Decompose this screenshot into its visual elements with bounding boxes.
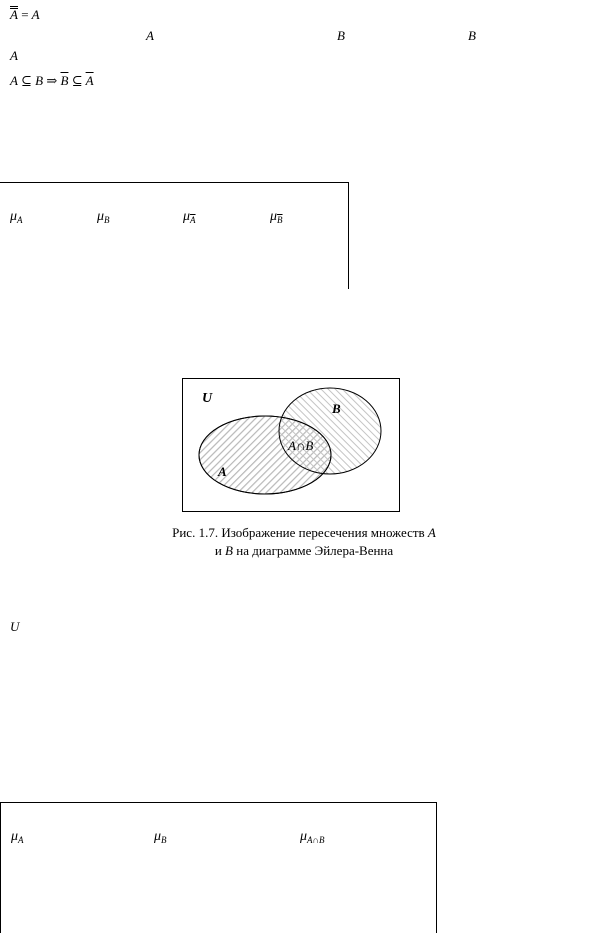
impl-b-complement: $\overline{B}$ xyxy=(60,73,69,88)
membership-table-2 xyxy=(0,802,437,933)
table1-header-mu-a-complement: $\mu_{\overline{A}}$ xyxy=(183,209,196,225)
impl-arrow: ⇒ xyxy=(46,73,58,88)
impl-a: A xyxy=(10,73,18,88)
double-complement-eq: = xyxy=(21,7,29,22)
double-complement-lhs: A xyxy=(10,7,18,22)
table2-header-mu-intersection: $\mu_{A\cap B}$ xyxy=(300,829,325,845)
impl-b: B xyxy=(35,73,44,88)
line3-set-a: A xyxy=(10,48,18,63)
impl-subset-2: ⊆ xyxy=(71,73,83,88)
table1-header-mu-b: $\mu_B$ xyxy=(97,209,110,225)
line2-set-b-second: B xyxy=(468,28,476,43)
intersection-label: A∩B xyxy=(288,438,314,453)
membership-table-1 xyxy=(0,182,349,289)
universe-text: U xyxy=(10,619,20,634)
set-b-label: B xyxy=(332,401,341,416)
impl-a-complement: $\overline{A}$ xyxy=(85,73,94,88)
table1-header-mu-a: $\mu_A$ xyxy=(10,209,23,225)
table2-header-mu-b: $\mu_B$ xyxy=(154,829,167,845)
line2-set-b-first: B xyxy=(337,28,345,43)
double-complement-rhs: A xyxy=(31,7,40,22)
impl-subset-1: ⊆ xyxy=(20,73,32,88)
figure-caption xyxy=(100,524,508,560)
double-complement-formula xyxy=(10,6,40,23)
table2-header-mu-a: $\mu_A$ xyxy=(11,829,24,845)
euler-venn-diagram xyxy=(182,378,400,512)
universe-label: U xyxy=(202,391,213,406)
set-a-label: A xyxy=(218,464,227,479)
table1-header-mu-b-complement: $\mu_{\overline{B}}$ xyxy=(270,209,283,225)
complement-inclusion-formula xyxy=(10,73,94,89)
caption-line-2: и B на диаграмме Эйлера-Венна xyxy=(214,543,394,558)
caption-line-1: Рис. 1.7. Изображение пересечения множеств A xyxy=(172,525,436,540)
line2-set-a: A xyxy=(146,28,154,43)
